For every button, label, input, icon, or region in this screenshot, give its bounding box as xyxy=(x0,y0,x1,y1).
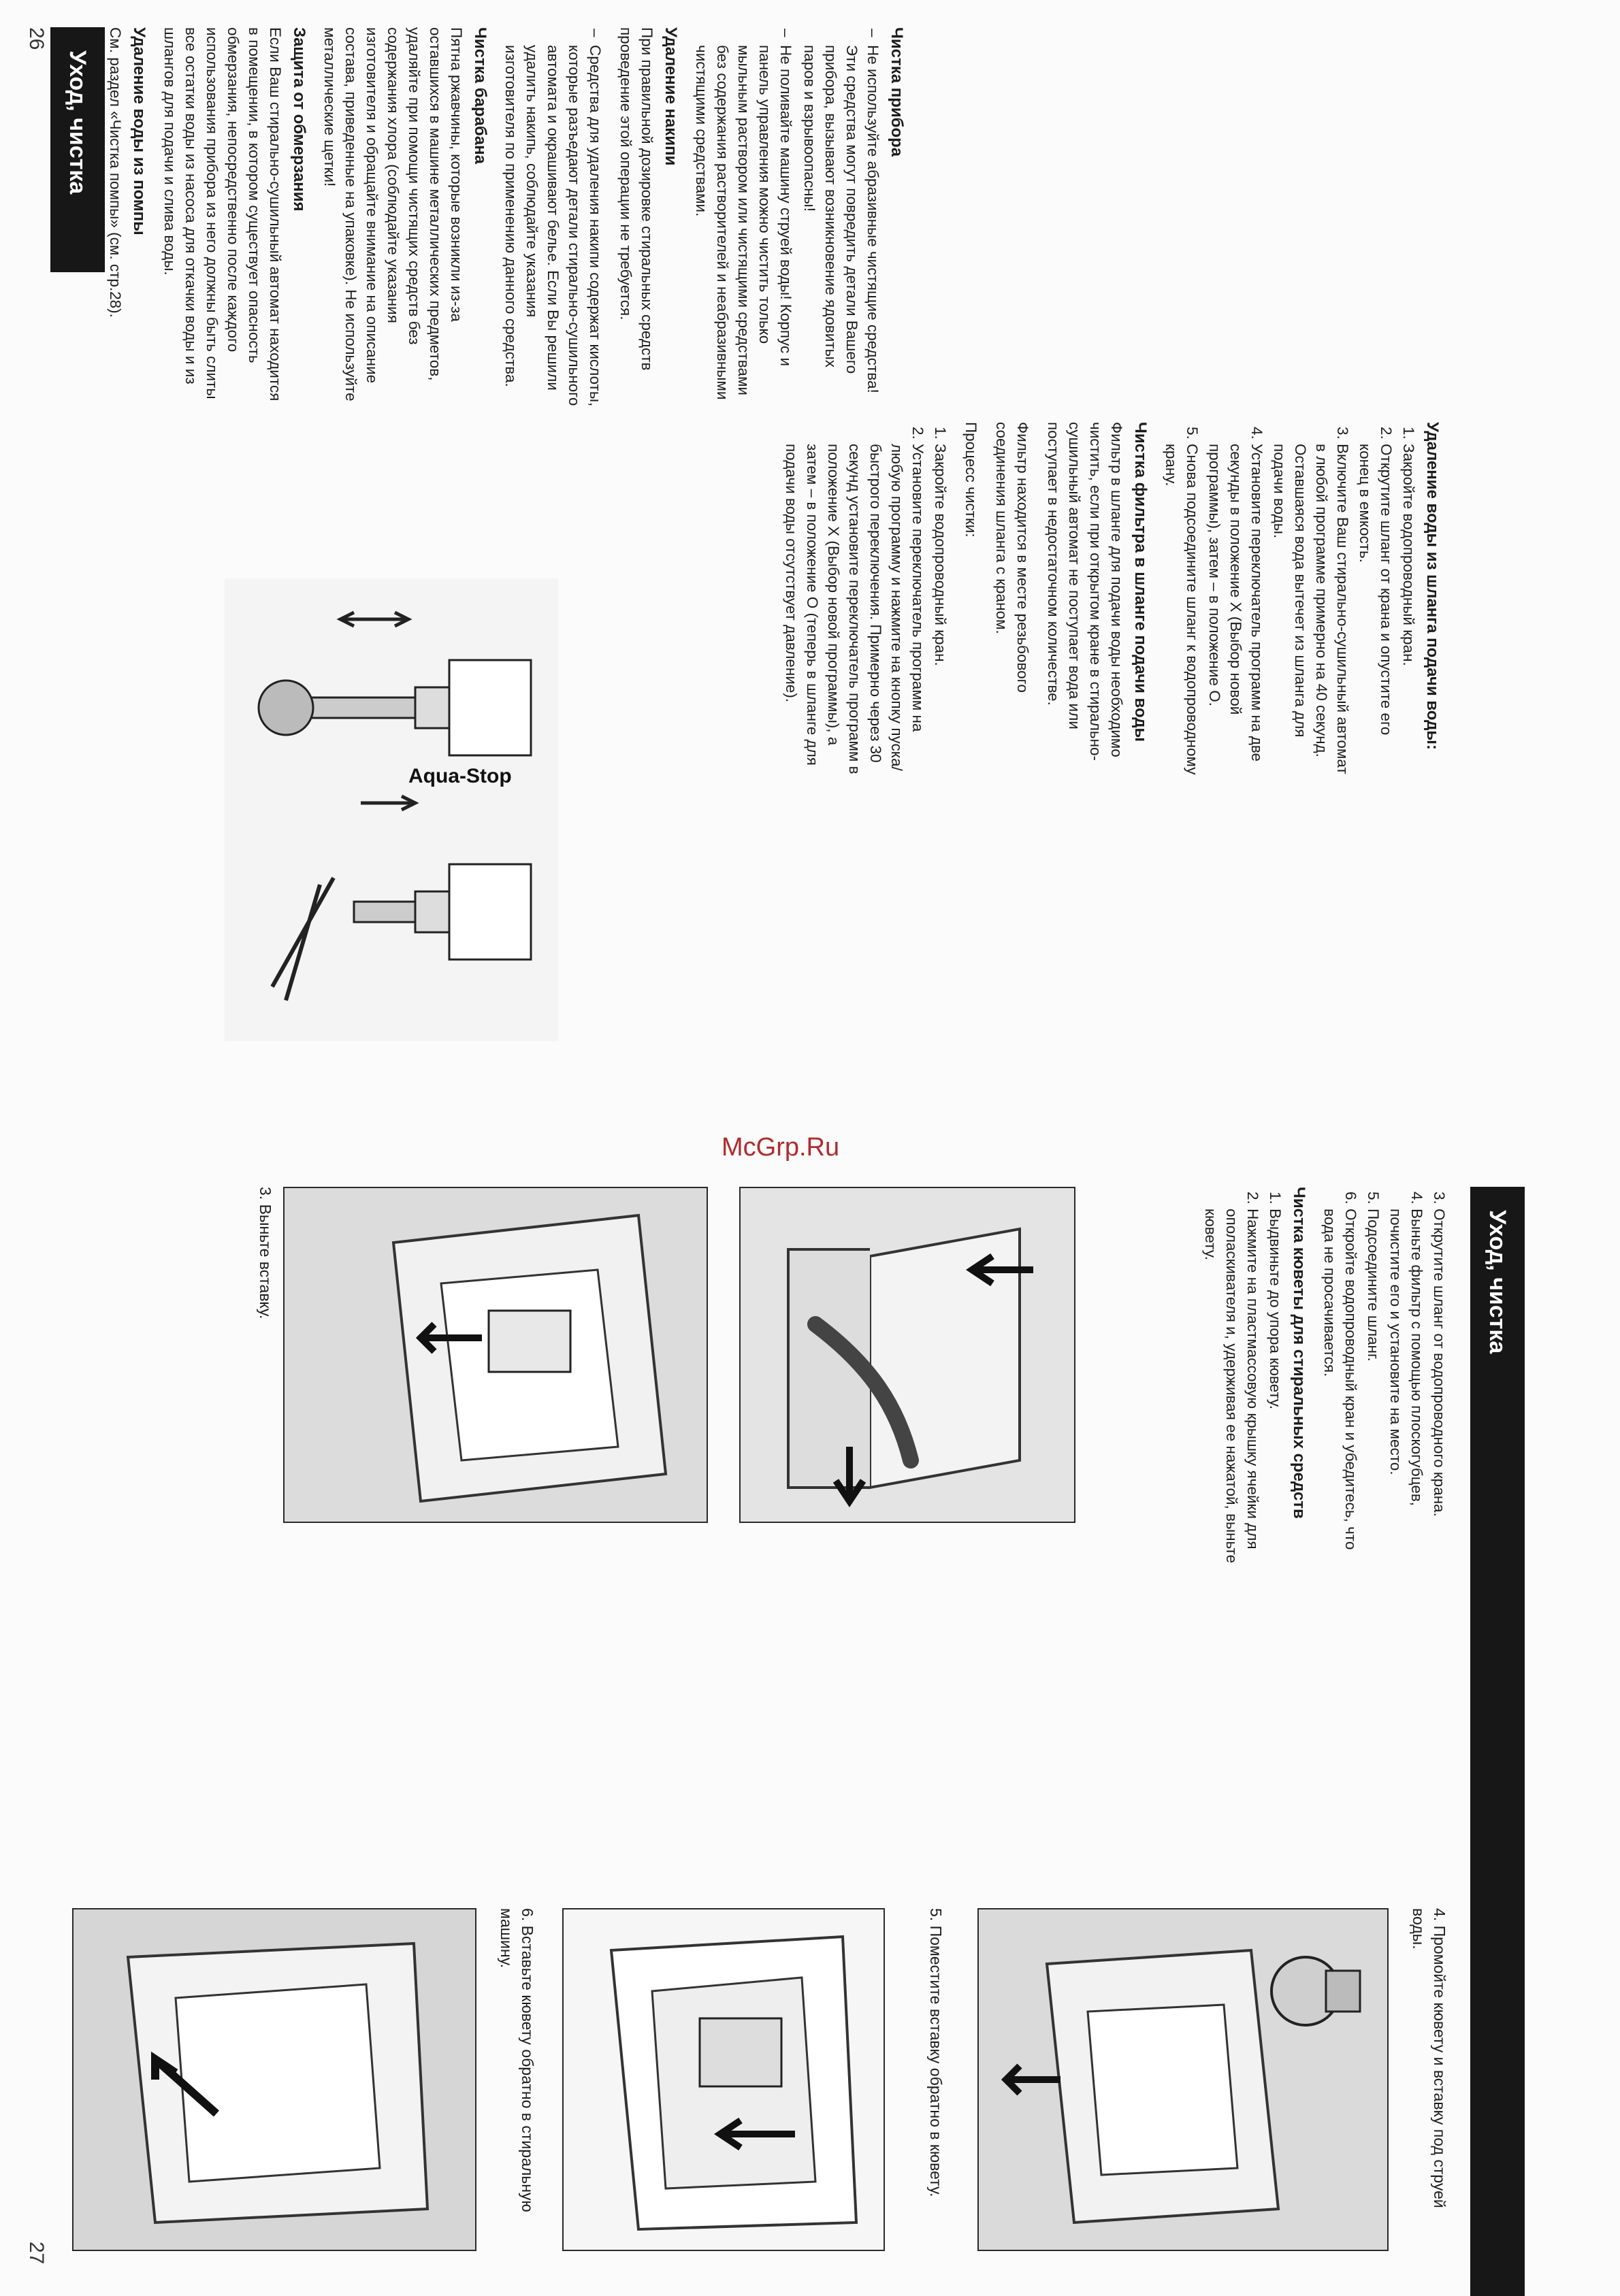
page-number-left: 26 xyxy=(25,27,48,50)
caption-step-5: 5. Поместите вставку обратно в кювету. xyxy=(927,1908,945,2197)
photo-remove-insert xyxy=(283,1187,708,1523)
right-header-title: Уход, чистка xyxy=(1485,1210,1511,1354)
device-list xyxy=(691,27,884,408)
list-item: 5. Подсоедините шланг. xyxy=(1363,1209,1384,1568)
list-item: 1. Закройте водопроводный кран. xyxy=(930,444,951,776)
left-page xyxy=(0,0,1620,1146)
remove-insert-drawing xyxy=(285,1188,707,1522)
heading-frost: Защита от обмерзания xyxy=(290,27,308,212)
photo-put-insert xyxy=(562,1908,885,2251)
left-header-title: Уход, чистка xyxy=(65,50,91,195)
col3 xyxy=(1190,1187,1450,1568)
list-item: – Средства для удаления накипи содержат кислоты, которые разъедают детали стирально-сушильного автомата и окрашивают белье. Если Вы решили удалить накипь, соблюдайте указания изготовителя по применению данного средства. xyxy=(500,45,606,408)
photo-pull-tray xyxy=(739,1187,1075,1523)
photo-rinse xyxy=(977,1908,1389,2251)
list-item: 3. Открутите шланг от водопроводного крана. xyxy=(1429,1209,1450,1568)
heading-pump: Удаление воды из помпы xyxy=(130,27,148,235)
list-item: 6. Откройте водопроводный кран и убедитесь, что вода не просачивается. xyxy=(1319,1209,1361,1568)
list-item: 4. Выньте фильтр с помощью плоскогубцев, почистите его и установите на место. xyxy=(1385,1209,1427,1568)
list-item: 3. Включите Ваш стирально-сушильный автомат в любой программе примерно на 40 секунд. Оставшаяся вода вытечет из шланга для подачи воды. xyxy=(1269,444,1353,776)
list-item: 4. Установите переключатель программ на две секунды в положение X (Выбор новой программы), затем – в положение O. xyxy=(1204,444,1267,776)
scale-text: При правильной дозировке стиральных средств проведение этой операции не требуется. xyxy=(617,27,655,371)
put-insert-drawing xyxy=(564,1909,884,2250)
filter-text-1: Фильтр в шланге для подачи воды необходимо чистить, если при открытом кране в стирально-сушильный автомат не поступает вода или поступает в недостаточном количестве. xyxy=(1045,422,1125,761)
col2 xyxy=(771,422,1443,776)
right-header xyxy=(1470,1187,1525,2296)
caption-step-4: 4. Промойте кювету и вставку под струей воды. xyxy=(1410,1908,1448,2208)
hose-steps xyxy=(1161,422,1419,776)
list-item: 2. Установите переключатель программ на любую программу и нажмите на кнопку пуска/быстрого переключения. Примерно через 30 секунд установите переключатель программ в положение X (Выбор новой программы), а затем – в положение O (теперь в шланге для подачи воды отсутствует давление). xyxy=(781,444,928,776)
pull-tray-drawing xyxy=(741,1188,1074,1522)
heading-filter: Чистка фильтра в шланге подачи воды xyxy=(1131,422,1150,742)
caption-step-3: 3. Выньте вставку. xyxy=(257,1187,274,1319)
list-item: – Не используйте абразивные чистящие средства! Эти средства могут повредить детали Вашего прибора, вызывают возникновение ядовитых паров и взрывоопасны! xyxy=(799,45,884,408)
col1 xyxy=(95,27,907,408)
heading-device-cleaning: Чистка прибора xyxy=(888,27,906,157)
scale-list xyxy=(500,27,606,408)
caption-step-6: 6. Вставьте кювету обратно в стиральную машину. xyxy=(498,1908,536,2212)
list-item: – Не поливайте машину струей воды! Корпус и панель управления можно чистить только мыльным раствором или чистящими средствами без содержания растворителей и неабразивными чистящими средствами. xyxy=(691,45,796,408)
insert-tray-drawing xyxy=(74,1909,475,2250)
filter-steps xyxy=(781,422,951,776)
drum-text: Пятна ржавчины, которые возникли из-за оставшихся в машине металлических предметов, удаляйте при помощи чистящих средств без содержания хлора (соблюдайте указания изготовителя и обращайте внимание на описание состава, приведенные на упаковке). Не используйте металлические щетки! xyxy=(321,27,465,401)
aqua-stop-drawing xyxy=(225,578,558,1041)
photo-insert-tray xyxy=(72,1908,476,2251)
list-item: 2. Нажмите на пластмассовую крышку ячейки для ополаскивателя и, удерживая ее нажатой, выньте кювету. xyxy=(1200,1209,1263,1568)
list-item: 5. Снова подсоедините шланг к водопроводному крану. xyxy=(1161,444,1203,776)
filter-text-2: Фильтр находится в месте резьбового соединения шланга с краном. xyxy=(993,422,1031,693)
process-label: Процесс чистки: xyxy=(962,422,979,538)
heading-scale: Удаление накипи xyxy=(662,27,680,166)
frost-text: Если Ваш стирально-сушильный автомат находится в помещении, в котором существует опасность обмерзания, непосредственно после каждого использования прибора из него должны быть слиты все остатки воды из насоса для откачки воды и из шлангов для подачи и слива воды. xyxy=(161,27,284,401)
pump-text: См. раздел «Чистка помпы» (см. стр.28). xyxy=(107,27,124,318)
right-page xyxy=(0,1146,1620,2292)
heading-drum: Чистка барабана xyxy=(471,27,489,164)
aqua-stop-illustration xyxy=(225,578,558,1041)
tray-steps xyxy=(1200,1187,1286,1568)
page-number-right: 27 xyxy=(25,2242,48,2265)
aqua-stop-label: Aqua-Stop xyxy=(408,765,512,787)
list-item: 1. Выдвиньте до упора кювету. xyxy=(1265,1209,1286,1568)
list-item: 2. Открутите шланг от крана и опустите его конец в емкость. xyxy=(1355,444,1397,776)
tap-steps xyxy=(1319,1187,1450,1568)
heading-hose-water: Удаление воды из шланга подачи воды: xyxy=(1423,422,1442,750)
list-item: 1. Закройте водопроводный кран. xyxy=(1398,444,1419,776)
heading-tray: Чистка кюветы для стиральных средств xyxy=(1290,1187,1308,1519)
watermark: McGrp.Ru xyxy=(722,1133,840,1162)
rinse-drawing xyxy=(979,1909,1387,2250)
